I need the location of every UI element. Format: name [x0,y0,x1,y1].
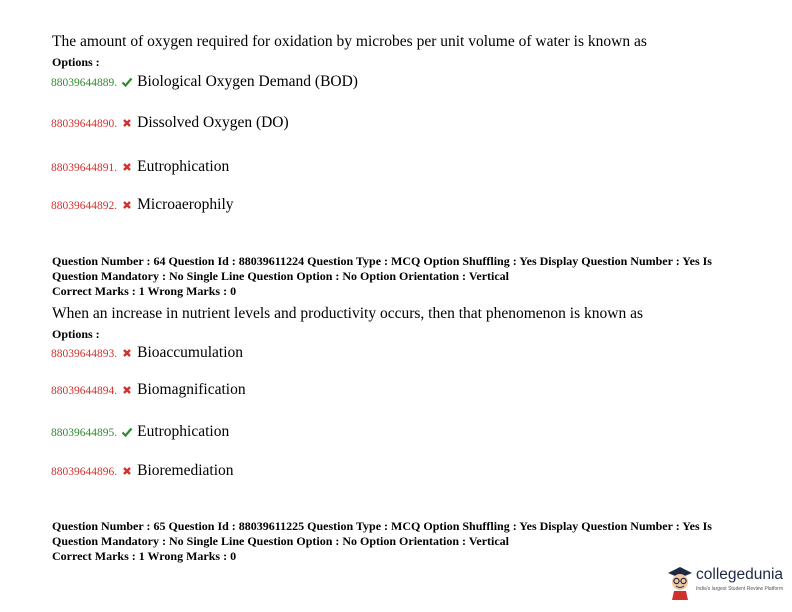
meta-line: Correct Marks : 1 Wrong Marks : 0 [52,284,237,298]
option-text: Eutrophication [137,423,230,440]
cross-icon [121,347,133,359]
cross-icon [121,199,133,211]
option-text: Biomagnification [137,381,246,398]
option-row [51,73,358,91]
option-row [51,423,229,441]
option-text: Dissolved Oxygen (DO) [137,114,289,131]
meta-line: Question Mandatory : No Single Line Question Option : No Option Orientation : Vertical [52,269,510,283]
logo-name: collegedunia [696,566,784,583]
option-text: Eutrophication [137,158,230,175]
option-id: 88039644892. [51,200,118,212]
meta-line: Question Number : 65 Question Id : 88039611225 Question Type : MCQ Option Shuffling : Yes Display Question Number : Yes Is [52,519,712,533]
check-icon [121,426,133,438]
logo-tagline: India's largest Student Review Platform [696,586,784,592]
cross-icon [121,465,133,477]
mascot-icon [666,564,694,600]
option-row [51,344,243,362]
option-row [51,462,234,480]
option-id: 88039644891. [51,162,118,174]
option-text: Microaerophily [137,196,234,213]
options-label: Options : [52,327,100,341]
option-id: 88039644896. [51,466,118,478]
cross-icon [121,384,133,396]
question-meta [52,254,712,299]
question-meta [52,519,712,564]
option-id: 88039644890. [51,118,118,130]
question-text: When an increase in nutrient levels and productivity occurs, then that phenomenon is known as [52,305,643,322]
option-row [51,381,246,399]
meta-line: Question Mandatory : No Single Line Question Option : No Option Orientation : Vertical [52,534,510,548]
check-icon [121,76,133,88]
option-row [51,196,234,214]
cross-icon [121,117,133,129]
collegedunia-logo [666,562,788,602]
option-text: Biological Oxygen Demand (BOD) [137,73,358,90]
option-id: 88039644894. [51,385,118,397]
question-text: The amount of oxygen required for oxidation by microbes per unit volume of water is known as [52,33,647,50]
option-id: 88039644895. [51,427,118,439]
option-text: Bioremediation [137,462,234,479]
cross-icon [121,161,133,173]
options-label: Options : [52,55,100,69]
meta-line: Question Number : 64 Question Id : 88039611224 Question Type : MCQ Option Shuffling : Yes Display Question Number : Yes Is [52,254,712,268]
option-text: Bioaccumulation [137,344,244,361]
meta-line: Correct Marks : 1 Wrong Marks : 0 [52,549,237,563]
option-id: 88039644893. [51,348,118,360]
option-id: 88039644889. [51,77,118,89]
option-row [51,114,289,132]
option-row [51,158,229,176]
